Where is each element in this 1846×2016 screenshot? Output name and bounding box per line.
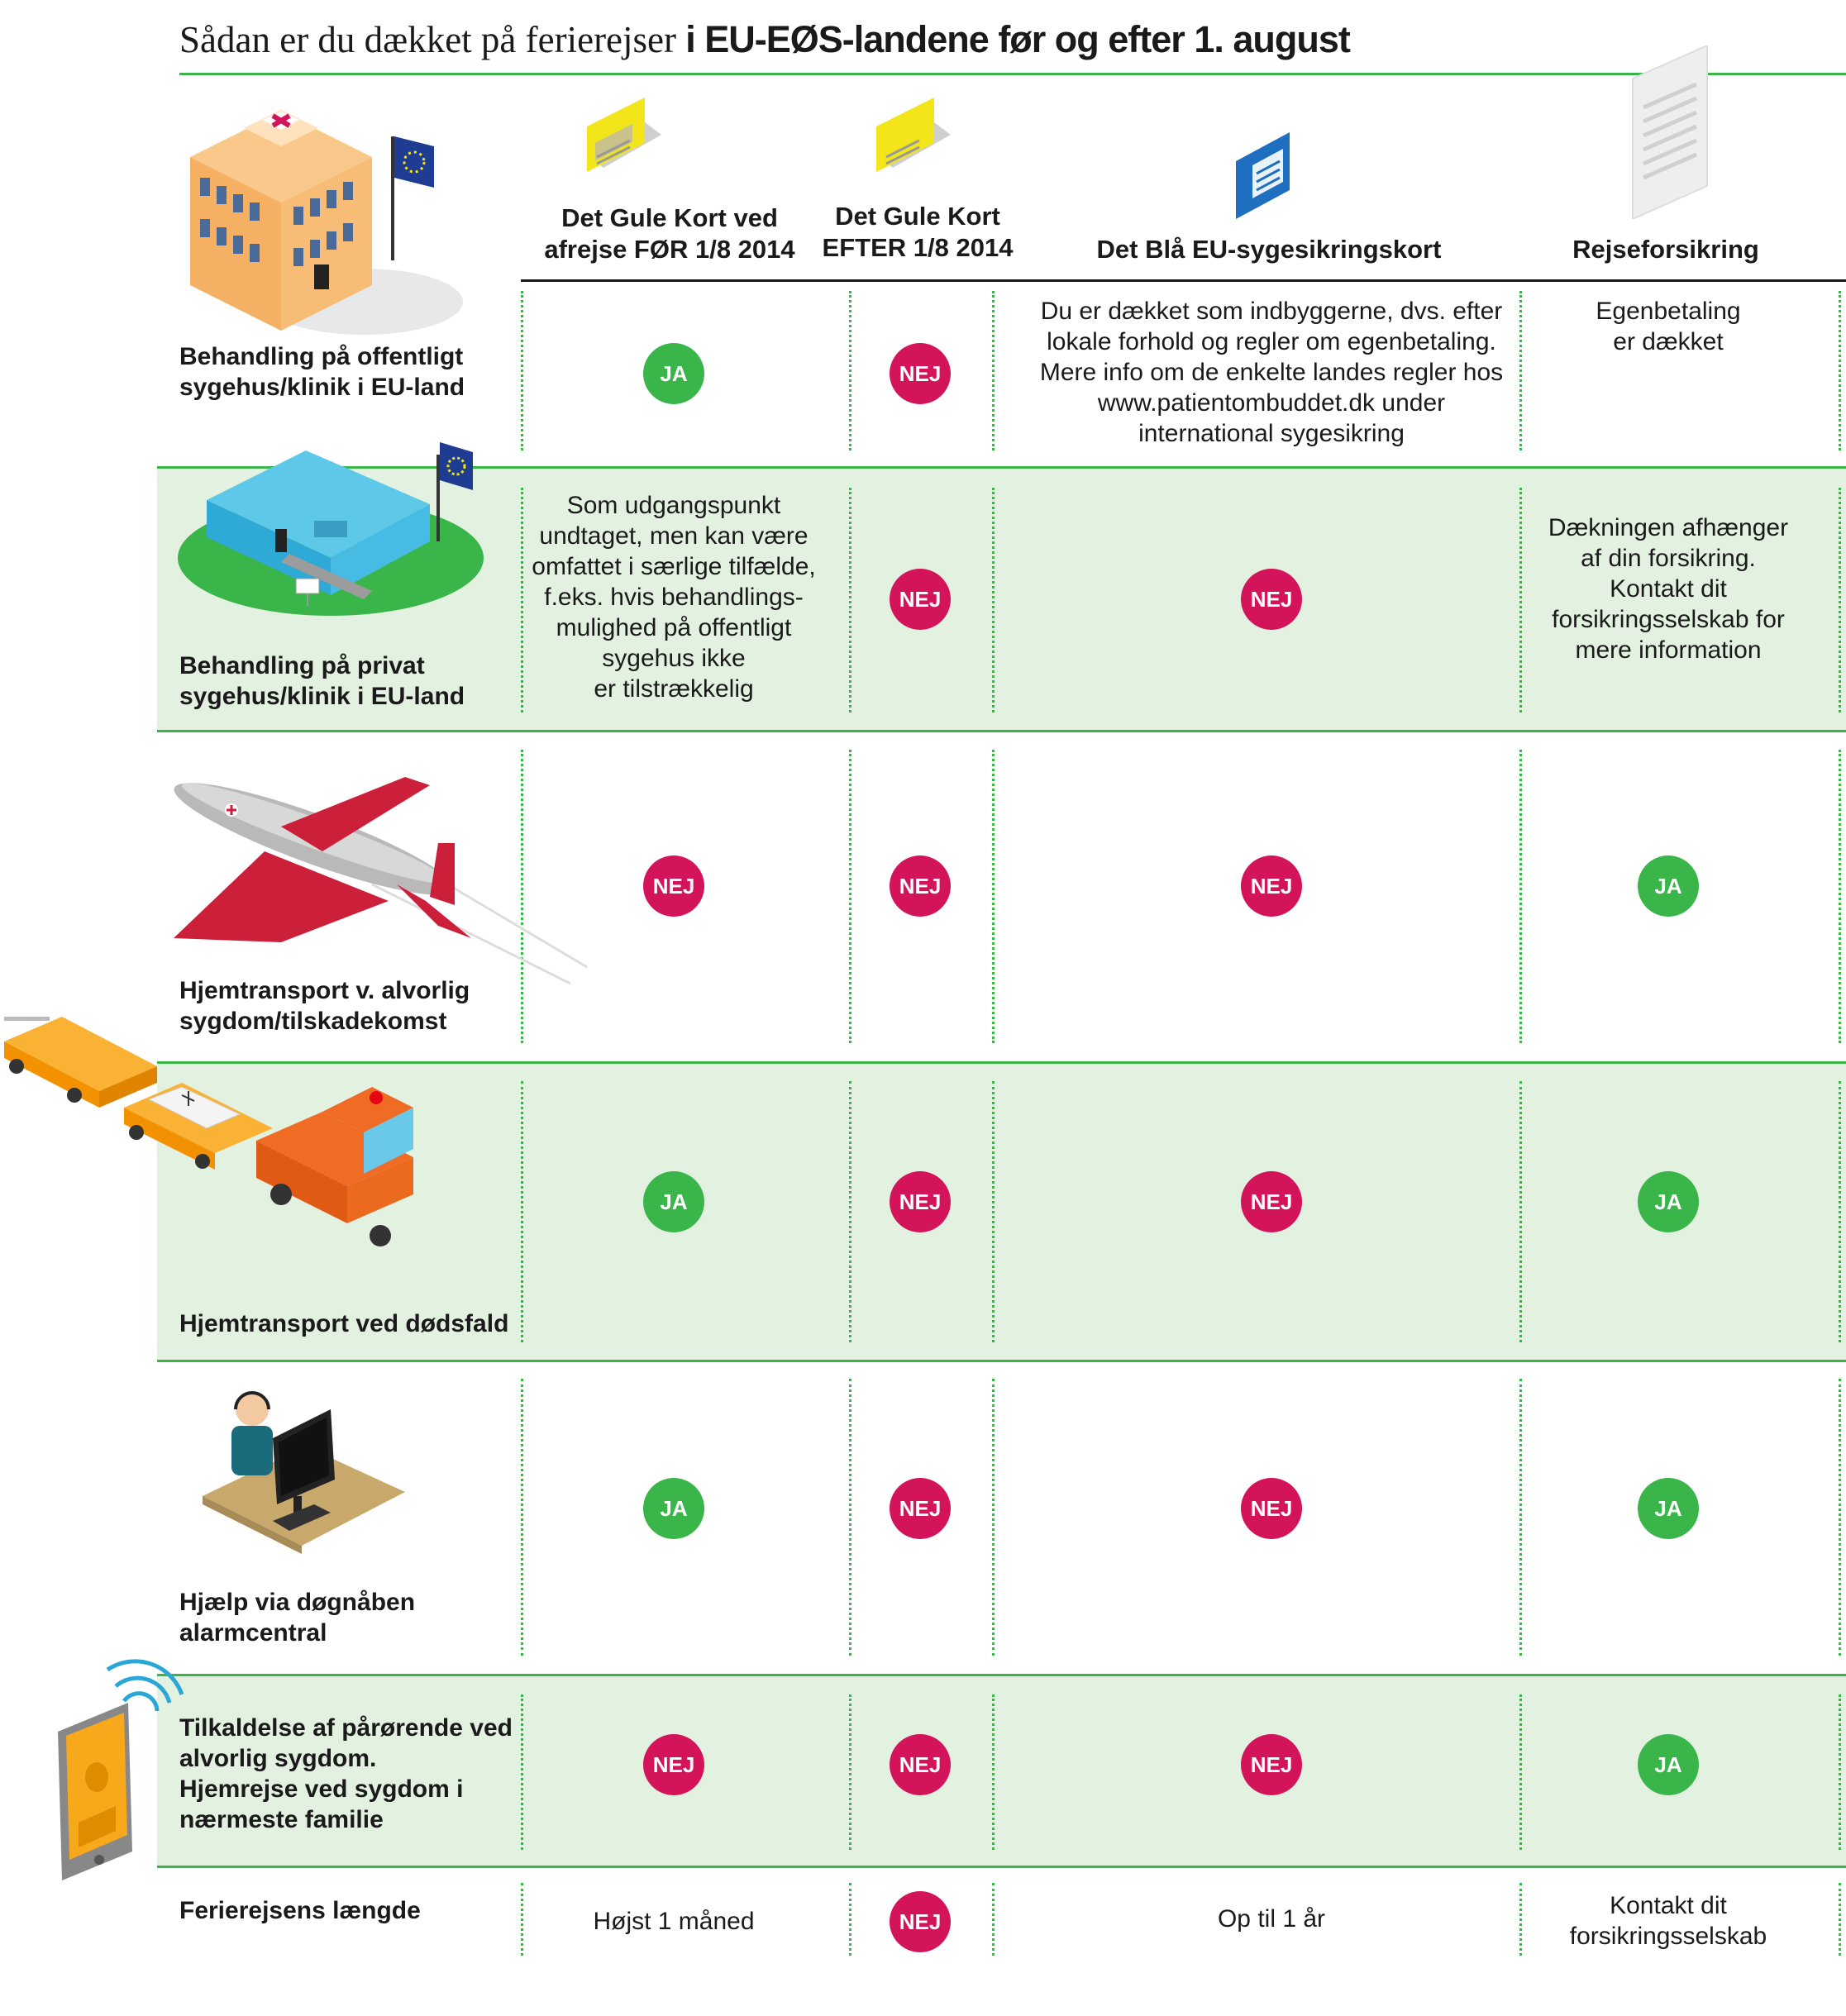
column-separator bbox=[521, 1379, 523, 1656]
column-separator bbox=[521, 1883, 523, 1956]
badge-relatives-yellow-card-before: NEJ bbox=[643, 1734, 704, 1795]
row-divider bbox=[157, 730, 1846, 732]
cell-text-private-hospital-yellow-card-before: Som udgangspunkt undtaget, men kan være omfattet i særlige tilfælde, f.eks. hvis behandlings- mulighed på offentligt sygehus ikke er tilstrækkelig bbox=[532, 492, 816, 703]
badge-alarm-center-yellow-card-after: NEJ bbox=[890, 1478, 951, 1539]
badge-home-transport-illness-yellow-card-before: NEJ bbox=[643, 855, 704, 917]
row-divider bbox=[157, 1360, 1846, 1362]
cell-text-public-hospital-blue-card: Du er dækket som indbyggerne, dvs. efter lokale forhold og regler om egenbetaling. Mere info om de enkelte landes regler hos www.patientombuddet.dk under international sygesikring bbox=[1039, 298, 1504, 447]
column-separator bbox=[849, 1081, 851, 1342]
badge-trip-length-yellow-card-after: NEJ bbox=[890, 1891, 951, 1952]
hearse-truck-illustration bbox=[0, 1008, 430, 1298]
column-separator bbox=[992, 291, 995, 450]
yellow-card-icon bbox=[868, 98, 959, 180]
badge-public-hospital-yellow-card-after: NEJ bbox=[890, 343, 951, 404]
column-separator bbox=[521, 1694, 523, 1850]
column-separator bbox=[1839, 1379, 1841, 1656]
cell-text-private-hospital-travel-insurance: Dækningen afhænger af din forsikring. Kontakt dit forsikringsselskab for mere information bbox=[1548, 514, 1789, 664]
badge-alarm-center-travel-insurance: JA bbox=[1638, 1478, 1699, 1539]
column-separator bbox=[849, 1379, 851, 1656]
title-part-2: i EU-EØS-landene før og efter 1. august bbox=[685, 18, 1350, 60]
column-separator bbox=[1519, 1694, 1522, 1850]
column-separator bbox=[521, 1081, 523, 1342]
row-label-relatives: Tilkaldelse af pårørende ved alvorlig sygdom. Hjemrejse ved sygdom i nærmeste familie bbox=[179, 1714, 513, 1833]
row-label-public-hospital: Behandling på offentligt sygehus/klinik i EU-land bbox=[179, 343, 465, 401]
column-separator bbox=[1839, 1081, 1841, 1342]
column-separator bbox=[992, 750, 995, 1043]
column-separator bbox=[521, 488, 523, 713]
blue-card-icon bbox=[1232, 132, 1298, 223]
badge-home-transport-illness-travel-insurance: JA bbox=[1638, 855, 1699, 917]
badge-home-transport-death-blue-card: NEJ bbox=[1241, 1171, 1302, 1232]
column-separator bbox=[992, 1081, 995, 1342]
public-hospital-illustration bbox=[157, 95, 488, 360]
column-separator bbox=[1519, 1081, 1522, 1342]
title-rule bbox=[179, 73, 1846, 75]
column-separator bbox=[1519, 1883, 1522, 1956]
badge-public-hospital-yellow-card-before: JA bbox=[643, 343, 704, 404]
column-separator bbox=[1839, 1883, 1841, 1956]
column-separator bbox=[1519, 291, 1522, 450]
call-center-illustration bbox=[198, 1389, 413, 1562]
cell-text-trip-length-blue-card: Op til 1 år bbox=[1217, 1905, 1326, 1933]
row-label-alarm-center: Hjælp via døgnåben alarmcentral bbox=[179, 1589, 416, 1647]
badge-home-transport-illness-blue-card: NEJ bbox=[1241, 855, 1302, 917]
column-separator bbox=[849, 291, 851, 450]
column-separator bbox=[1519, 488, 1522, 713]
column-separator bbox=[849, 750, 851, 1043]
column-separator bbox=[992, 1883, 995, 1956]
badge-private-hospital-yellow-card-after: NEJ bbox=[890, 569, 951, 630]
column-header-travel-insurance: Rejseforsikring bbox=[1572, 235, 1759, 264]
column-separator bbox=[849, 488, 851, 713]
private-hospital-illustration bbox=[174, 426, 488, 616]
badge-relatives-travel-insurance: JA bbox=[1638, 1734, 1699, 1795]
column-separator bbox=[1519, 1379, 1522, 1656]
column-separator bbox=[992, 488, 995, 713]
badge-home-transport-death-yellow-card-before: JA bbox=[643, 1171, 704, 1232]
cell-text-public-hospital-travel-insurance: Egenbetaling er dækket bbox=[1596, 298, 1741, 355]
column-separator bbox=[992, 1694, 995, 1850]
yellow-card-icon bbox=[579, 98, 670, 180]
row-divider bbox=[157, 1674, 1846, 1676]
document-icon bbox=[1629, 45, 1720, 219]
cell-text-trip-length-travel-insurance: Kontakt dit forsikringsselskab bbox=[1569, 1892, 1767, 1950]
badge-relatives-yellow-card-after: NEJ bbox=[890, 1734, 951, 1795]
badge-home-transport-death-yellow-card-after: NEJ bbox=[890, 1171, 951, 1232]
column-separator bbox=[1839, 291, 1841, 450]
phone-illustration bbox=[50, 1637, 198, 1893]
column-separator bbox=[992, 1379, 995, 1656]
column-header-yellow-card-after: Det Gule Kort EFTER 1/8 2014 bbox=[822, 202, 1014, 262]
page-title bbox=[179, 15, 1350, 64]
cell-text-trip-length-yellow-card-before: Højst 1 måned bbox=[593, 1908, 755, 1935]
column-separator bbox=[1839, 488, 1841, 713]
column-separator bbox=[849, 1883, 851, 1956]
badge-home-transport-death-travel-insurance: JA bbox=[1638, 1171, 1699, 1232]
column-header-blue-card: Det Blå EU-sygesikringskort bbox=[1096, 235, 1442, 264]
badge-alarm-center-yellow-card-before: JA bbox=[643, 1478, 704, 1539]
column-separator bbox=[521, 291, 523, 450]
column-separator bbox=[1519, 750, 1522, 1043]
badge-home-transport-illness-yellow-card-after: NEJ bbox=[890, 855, 951, 917]
badge-private-hospital-blue-card: NEJ bbox=[1241, 569, 1302, 630]
column-separator bbox=[1839, 750, 1841, 1043]
column-header-yellow-card-before: Det Gule Kort ved afrejse FØR 1/8 2014 bbox=[544, 203, 795, 264]
row-label-private-hospital: Behandling på privat sygehus/klinik i EU-land bbox=[179, 652, 465, 710]
header-rule bbox=[521, 279, 1846, 282]
column-separator bbox=[1839, 1694, 1841, 1850]
badge-alarm-center-blue-card: NEJ bbox=[1241, 1478, 1302, 1539]
row-divider bbox=[157, 1866, 1846, 1868]
column-separator bbox=[849, 1694, 851, 1850]
badge-relatives-blue-card: NEJ bbox=[1241, 1734, 1302, 1795]
title-part-1: Sådan er du dækket på ferierejser bbox=[179, 19, 686, 60]
row-label-trip-length: Ferierejsens længde bbox=[179, 1897, 421, 1924]
row-label-home-transport-illness: Hjemtransport v. alvorlig sygdom/tilskadekomst bbox=[179, 977, 470, 1035]
row-label-home-transport-death: Hjemtransport ved dødsfald bbox=[179, 1310, 509, 1337]
